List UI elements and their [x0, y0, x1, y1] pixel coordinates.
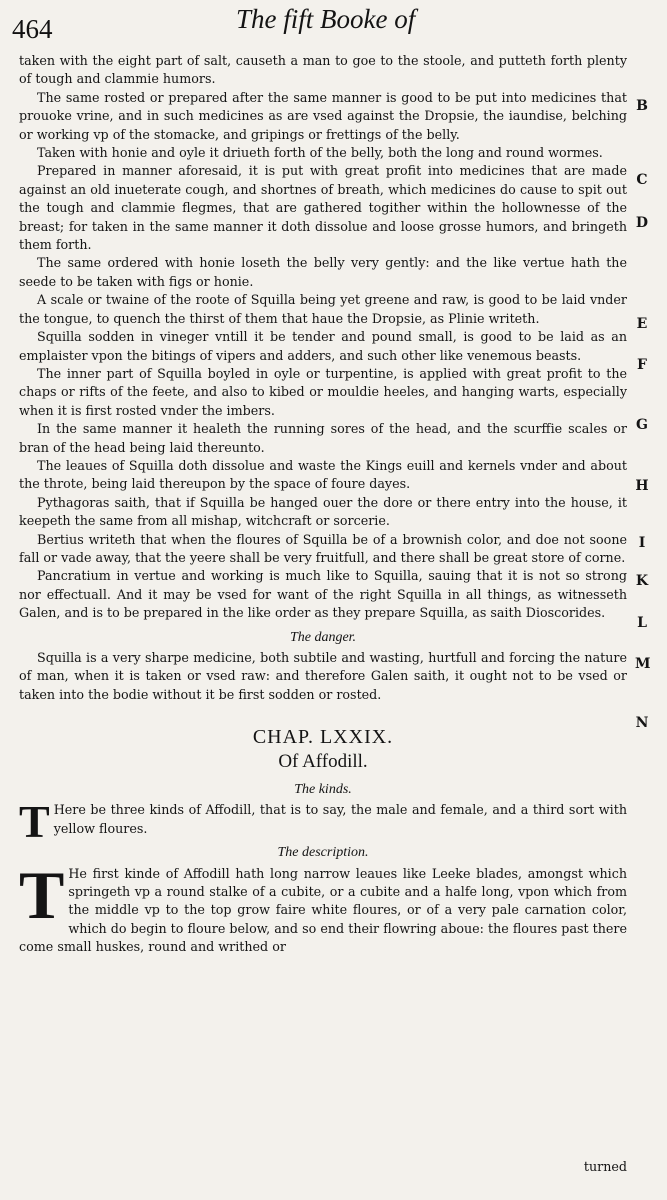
margin-letter-e: E [636, 316, 648, 332]
paragraph: The same ordered with honie loseth the belly very gently: and the like vertue hath the seede to be taken with figs or honie. [19, 255, 627, 289]
margin-letter-f: F [637, 357, 647, 373]
margin-letter-g: G [636, 417, 648, 433]
paragraph: A scale or twaine of the roote of Squilla being yet greene and raw, is good to be laid vnder the tongue, to quench the thirst of them that haue the Dropsie, as Plinie writeth. [19, 292, 627, 326]
chapter-title: Of Affodill. [278, 750, 368, 772]
paragraph: Squilla sodden in vineger vntill it be tender and pound small, is good to be laid as an emplaister vpon the bitings of vipers and adders, and such other like venemous beasts. [19, 329, 627, 363]
paragraph: Pythagoras saith, that if Squilla be hanged ouer the dore or there entry into the house, it keepeth the same from all mishap, witchcraft or sorcerie. [19, 494, 627, 529]
paragraph: The leaues of Squilla doth dissolue and waste the Kings euill and kernels vnder and about the throte, being laid thereupon by the space of foure dayes. [19, 457, 627, 492]
margin-letter-i: I [638, 535, 646, 551]
running-head: The fift Booke of [236, 4, 416, 34]
body-text [19, 52, 627, 957]
kinds-heading: The kinds. [294, 782, 352, 798]
kinds-paragraph [19, 796, 627, 848]
paragraph: Taken with honie and oyle it driueth forth of the belly, both the long and round wormes. [37, 145, 603, 161]
paragraph: In the same manner it healeth the running sores of the head, and the scurffie scales or bran of the head being laid thereunto. [19, 421, 627, 455]
paragraph: Prepared in manner aforesaid, it is put with great profit into medicines that are made against an old inueterate cough, and shortnes of breath, which medicines do cause to spit out the tough and clammie flegmes, that are gathered togither within the hollownesse of the breast; for taken in the same manner it doth dissolue and loose grosse humors, and bringeth them forth. [19, 163, 627, 253]
paragraph: Pancratium in vertue and working is much like to Squilla, sauing that it is not so strong nor effectuall. And it may be vsed for want of the right Squilla in all things, as witnesseth Galen, and is to be prepared in the like order as they prepare Squilla, as saith Dioscorides. [19, 568, 627, 621]
margin-letter-d: D [635, 215, 649, 231]
drop-cap: T [19, 856, 65, 933]
kinds-text: Here be three kinds of Affodill, that is to say, the male and female, and a third sort with yellow floures. [53, 802, 627, 836]
description-paragraph [19, 856, 627, 957]
margin-letter-m: M [635, 656, 651, 672]
margin-letter-n: N [635, 715, 649, 731]
page-number: 464 [12, 14, 53, 44]
paragraph: The inner part of Squilla boyled in oyle or turpentine, is applied with great profit to the chaps or rifts of the feete, and also to kibed or mouldie heeles, and hanging warts, especially when it is first rosted vnder the imbers. [19, 365, 627, 418]
drop-cap: T [19, 796, 50, 848]
margin-letter-h: H [635, 478, 649, 494]
chapter-number: CHAP. LXXIX. [252, 726, 394, 749]
paragraph: taken with the eight part of salt, causeth a man to goe to the stoole, and putteth forth plenty of tough and clammie humors. [19, 53, 627, 87]
description-heading: The description. [277, 845, 369, 861]
margin-letter-k: K [635, 573, 649, 589]
description-text: He first kinde of Affodill hath long narrow leaues like Leeke blades, amongst which springeth vp a round stalke of a cubite, or a cubite and a halfe long, vpon which from the middle vp to the top grow faire white floures, or of a very pale carnation color, which do begin to floure below, and so end their flowring aboue: the floures past there come small huskes, round and writhed or [19, 865, 627, 955]
margin-letter-b: B [636, 98, 648, 114]
danger-text: Squilla is a very sharpe medicine, both subtile and wasting, hurtfull and forcing the nature of man, when it is taken or vsed raw: and therefore Galen saith, it ought not to be vsed or taken into the bodie without it be first sodden or rosted. [19, 650, 627, 702]
paragraph: The same rosted or prepared after the same manner is good to be put into medicines that prouoke vrine, and in such medicines as are vsed against the Dropsie, the iaundise, belching or working vp of the stomacke, and gripings or frettings of the belly. [19, 89, 627, 142]
paragraph: Bertius writeth that when the floures of Squilla be of a brownish color, and doe not soone fall or vade away, that the yeere shall be very fruitfull, and there shall be great store of corne. [19, 531, 627, 565]
margin-letter-c: C [636, 172, 648, 188]
danger-heading: The danger. [289, 629, 357, 645]
margin-letter-l: L [637, 615, 647, 631]
catchword: turned [583, 1159, 627, 1174]
